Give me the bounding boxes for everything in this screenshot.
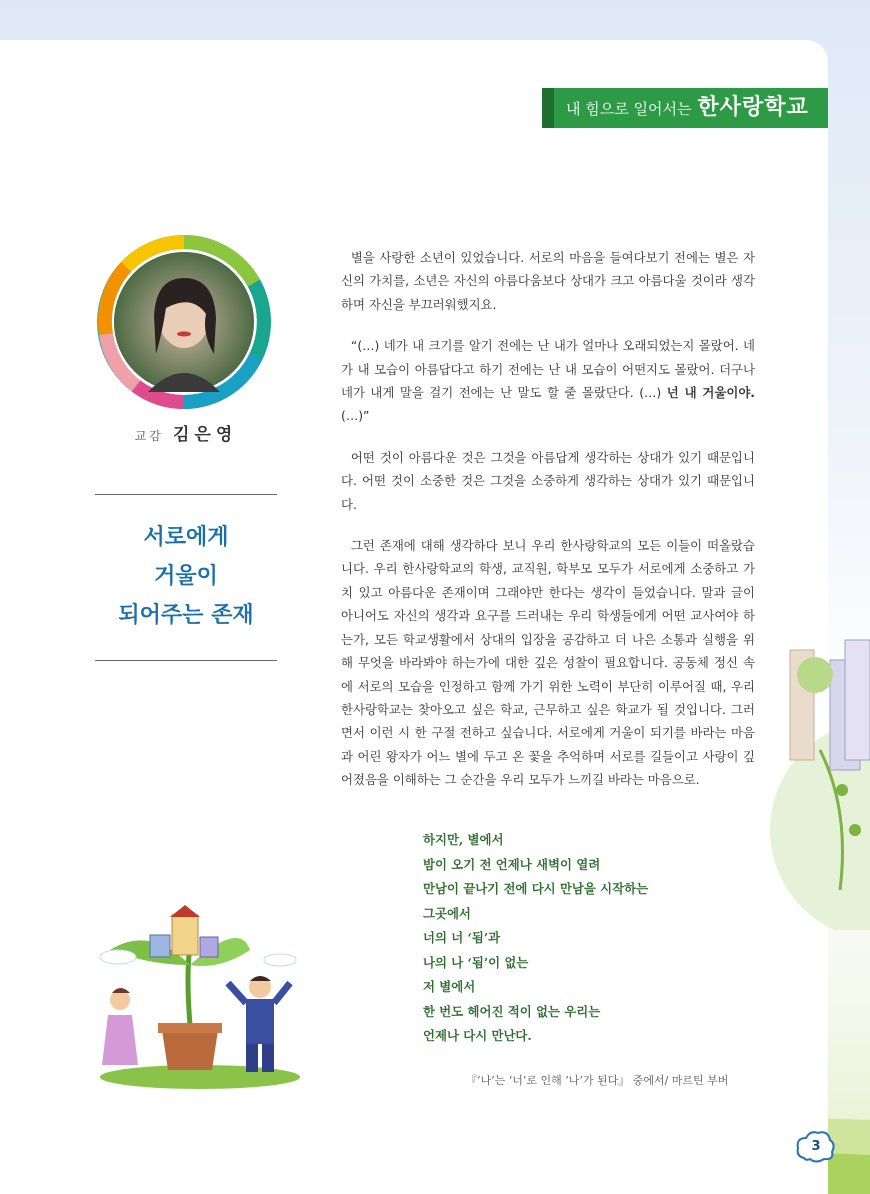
body-paragraph-3: 어떤 것이 아름다운 것은 그것을 아름답게 생각하는 상대가 있기 때문입니다. 어떤 것이 소중한 것은 그것을 소중하게 생각하는 상대가 있기 때문입니다.: [341, 449, 755, 512]
poem-line: 그곳에서: [423, 905, 471, 921]
title-top-rule: [95, 494, 277, 495]
title-line-2: 거울이: [154, 564, 218, 589]
children-plant-illustration: [90, 905, 310, 1090]
quote-text-end: (…)”: [341, 408, 370, 424]
quote-text: “(…) 네가 내 크기를 알기 전에는 난 내가 얼마나 오래되었는지 몰랐어. 네가 내 모습이 아름답다고 하기 전에는 난 내 모습이 어떤지도 몰랐어. 더구나 네가 내게 말을 걸기 전에는 난 말도 할 줄 몰랐단다. (…): [341, 338, 755, 401]
banner-school-name: 한사랑학교: [697, 95, 809, 120]
poem-line: 만남이 끝나기 전에 다시 만남을 시작하는: [423, 881, 649, 896]
quote-emphasis: 넌 내 거울이야.: [666, 385, 755, 401]
banner-accent-bar: [542, 88, 554, 128]
city-buildings-illustration: [760, 630, 870, 930]
banner-text: [566, 88, 809, 128]
article-title: [95, 518, 277, 635]
author-credit: [96, 420, 276, 445]
page-number: 3: [811, 1139, 821, 1154]
body-paragraph-2: [341, 334, 755, 428]
poem-line: 하지만, 별에서: [423, 832, 504, 847]
poem-line: 한 번도 헤어진 적이 없는 우리는: [423, 1003, 601, 1019]
body-paragraph-4: 그런 존재에 대해 생각하다 보니 우리 한사랑학교의 모든 이들이 떠올랐습니다. 우리 한사랑학교의 학생, 교직원, 학부모 모두가 서로에게 소중하고 가치 있고 아름다운 존재이며 그래야만 한다는 생각이 들었습니다. 말과 글이 아니어도 자신의 생각과 요구를 드러내는 우리 학생들에게 어떤 교사여야 하는가, 모든 학교생활에서 상대의 입장을 공감하고 더 나은 소통과 실행을 위해 무엇을 바라봐야 하는가에 대한 깊은 성찰이 필요합니다. 공동체 정신 속에 서로의 모습을 인정하고 함께 가기 위한 노력이 부단히 이루어질 때, 우리 한사랑학교는 찾아오고 싶은 학교, 근무하고 싶은 학교가 될 것입니다. 그러면서 이런 시 한 구절 전하고 싶습니다. 서로에게 거울이 되기를 바라는 마음과 어린 왕자가 어느 별에 두고 온 꽃을 추억하며 서로를 길들이고 사랑이 깊어졌음을 이해하는 그 순간을 우리 모두가 느끼길 바라는 마음으로.: [341, 538, 755, 788]
title-line-1: 서로에게: [143, 525, 229, 550]
poem-line: 나의 나 ‘됨’이 없는: [423, 954, 529, 970]
article-body: [341, 246, 755, 810]
poem-line: 저 별에서: [423, 979, 476, 994]
poem-line: 언제나 다시 만난다.: [423, 1028, 532, 1043]
body-paragraph-1: 별을 사랑한 소년이 있었습니다. 서로의 마음을 들여다보기 전에는 별은 자신의 가치를, 소년은 자신의 아름다움보다 상대가 크고 아름다울 것이라 생각하며 자신을 부끄러워했지요.: [341, 250, 755, 312]
poem-source: 『‘나’는 ‘너’로 인해 ‘나’가 된다』 중에서/ 마르틴 부버: [466, 1074, 729, 1087]
banner-prefix: 내 힘으로 일어서는: [566, 100, 692, 118]
author-portrait: [96, 234, 272, 410]
title-bottom-rule: [95, 660, 277, 661]
page-number-badge: [796, 1128, 836, 1166]
poem-line: 너의 너 ‘됨’과: [423, 930, 501, 945]
title-line-3: 되어주는 존재: [118, 603, 254, 628]
author-name: 김은영: [173, 425, 238, 445]
poem: [423, 828, 648, 1049]
poem-line: 밤이 오기 전 언제나 새벽이 열려: [423, 856, 601, 872]
author-role: 교감: [134, 429, 164, 443]
